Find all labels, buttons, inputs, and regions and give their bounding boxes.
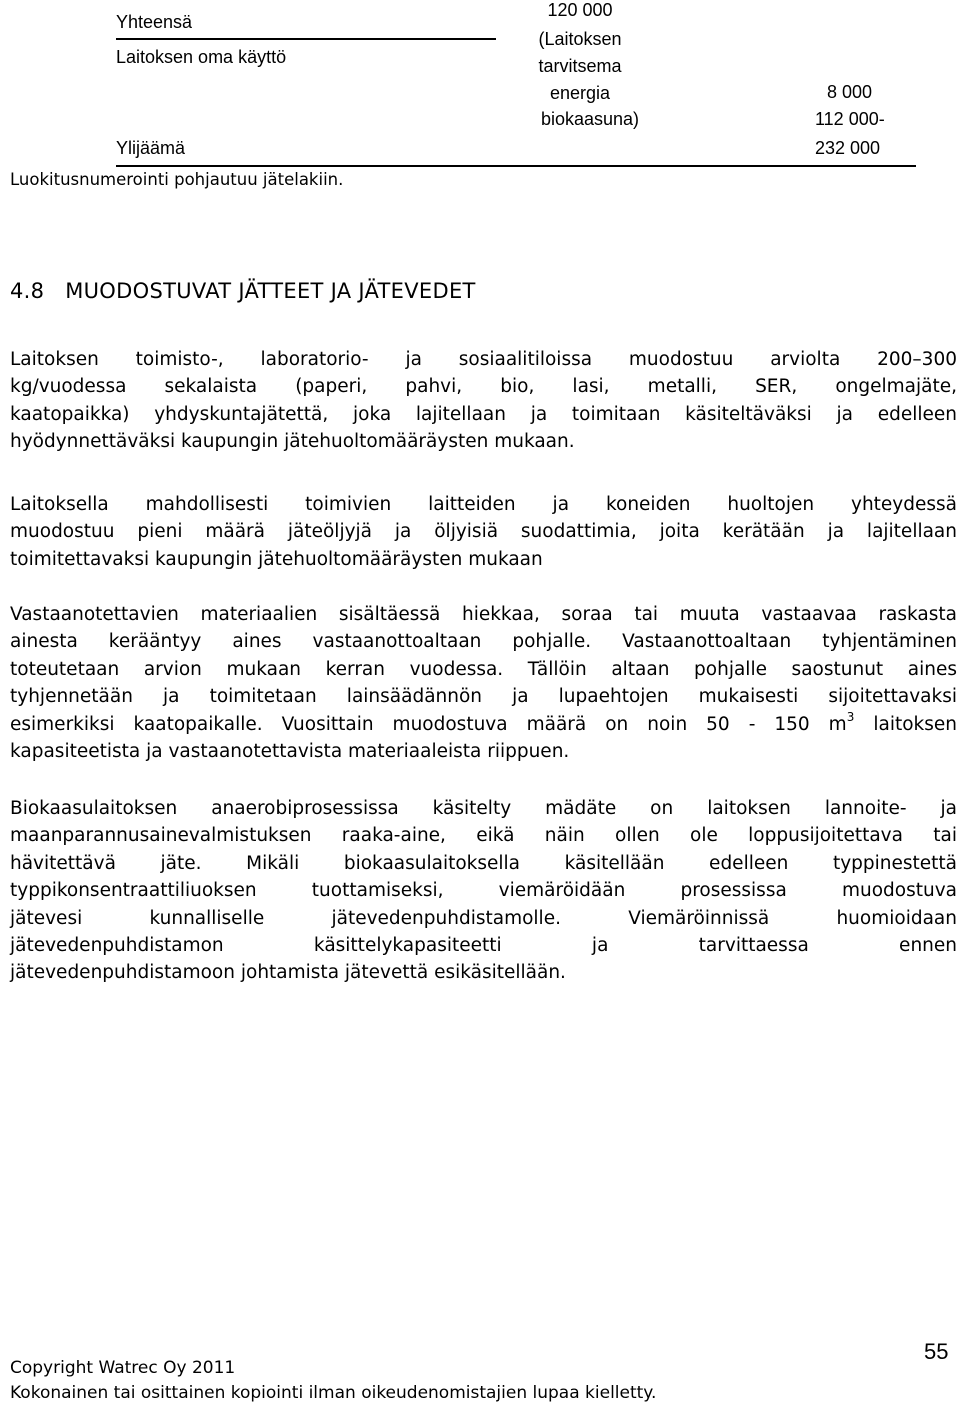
unit-line-text: esimerkiksi kaatopaikalle. Vuosittain muodostuva määrä on noin 50 - 150 m [10, 713, 847, 735]
paragraph-line: ainesta kerääntyy aines vastaanottoaltaan pohjalle. Vastaanottoaltaan tyhjentäminen [10, 631, 957, 653]
table-rule-2 [116, 165, 916, 167]
paragraph-line: kaatopaikka) yhdyskuntajätettä, joka lajitellaan ja toimitaan käsiteltäväksi ja edelleen [10, 403, 957, 425]
paragraph-line: hävitettävä jäte. Mikäli biokaasulaitoksella käsitellään edelleen typpinestettä [10, 852, 957, 874]
paragraph-line: Vastaanotettavien materiaalien sisältäessä hiekkaa, soraa tai muuta vastaavaa raskasta [10, 604, 957, 625]
section-heading: 4.8 MUODOSTUVAT JÄTTEET JA JÄTEVEDET [10, 279, 476, 303]
paragraph-line: hyödynnettäväksi kaupungin jätehuoltomääräysten mukaan. [10, 431, 575, 453]
paragraph-line: tyhjennetään ja toimitetaan lainsäädännön ja lupaehtojen mukaisesti sijoitettavaksi [10, 686, 957, 708]
paragraph-3 [10, 601, 957, 765]
paragraph-line-with-unit [10, 711, 957, 738]
total-label: Yhteensä [116, 12, 193, 32]
paragraph-line: maanparannusainevalmistuksen raaka-aine, eikä näin ollen ole loppusijoitettava tai [10, 825, 957, 847]
classification-note: Luokitusnumerointi pohjautuu jätelakiin. [10, 170, 344, 189]
footer-notice: Kokonainen tai osittainen kopiointi ilman oikeudenomistajien lupaa kielletty. [10, 1383, 657, 1403]
footer-copyright: Copyright Watrec Oy 2011 [10, 1358, 236, 1378]
paragraph-1 [10, 346, 957, 456]
table-rule-1 [116, 38, 496, 40]
paragraph-4 [10, 795, 957, 987]
paragraph-line: toteutetaan arvion mukaan kerran vuodessa. Tällöin altaan pohjalle saostunut aines [10, 658, 957, 680]
own-use-value: 8 000 [827, 82, 873, 102]
paragraph-line: toimitettavaksi kaupungin jätehuoltomääräysten mukaan [10, 548, 543, 570]
surplus-label: Ylijäämä [116, 138, 186, 158]
paragraph-line: kg/vuodessa sekalaista (paperi, pahvi, bio, lasi, metalli, SER, ongelmajäte, [10, 376, 957, 398]
paragraph-line: typpikonsentraattiliuoksen tuottamiseksi, viemäröidään prosessissa muodostuva [10, 880, 957, 902]
paragraph-line: muodostuu pieni määrä jäteöljyjä ja öljyisiä suodattimia, joita kerätään ja lajitellaan [10, 521, 957, 543]
paragraph-2 [10, 491, 957, 573]
note-line-2: tarvitsema [538, 56, 622, 76]
note-line-4: biokaasuna) [540, 109, 640, 129]
surplus-value-1: 112 000- [815, 109, 885, 129]
paragraph-line: Laitoksella mahdollisesti toimivien laitteiden ja koneiden huoltojen yhteydessä [10, 494, 957, 515]
page-number: 55 [924, 1339, 949, 1364]
paragraph-line: jätevedenpuhdistamon käsittelykapasiteetti ja tarvittaessa ennen [10, 934, 957, 956]
paragraph-line: Biokaasulaitoksen anaerobiprosessissa käsitelty mädäte on laitoksen lannoite- ja [10, 798, 957, 819]
paragraph-line: Laitoksen toimisto-, laboratorio- ja sosiaalitiloissa muodostuu arviolta 200–300 [10, 349, 957, 370]
unit-line-tail: laitoksen [854, 713, 957, 735]
total-value: 120 000 [547, 0, 613, 20]
surplus-value-2: 232 000 [815, 138, 881, 158]
paragraph-line: kapasiteetista ja vastaanotettavista materiaaleista riippuen. [10, 740, 570, 762]
note-line-1: (Laitoksen [538, 29, 622, 49]
own-use-label: Laitoksen oma käyttö [116, 47, 287, 67]
cubic-superscript: 3 [846, 709, 855, 724]
paragraph-line: jätevesi kunnalliselle jätevedenpuhdistamolle. Viemäröinnissä huomioidaan [10, 907, 957, 929]
paragraph-line: jätevedenpuhdistamoon johtamista jätevettä esikäsitellään. [10, 962, 566, 984]
note-line-3: energia [549, 83, 611, 103]
